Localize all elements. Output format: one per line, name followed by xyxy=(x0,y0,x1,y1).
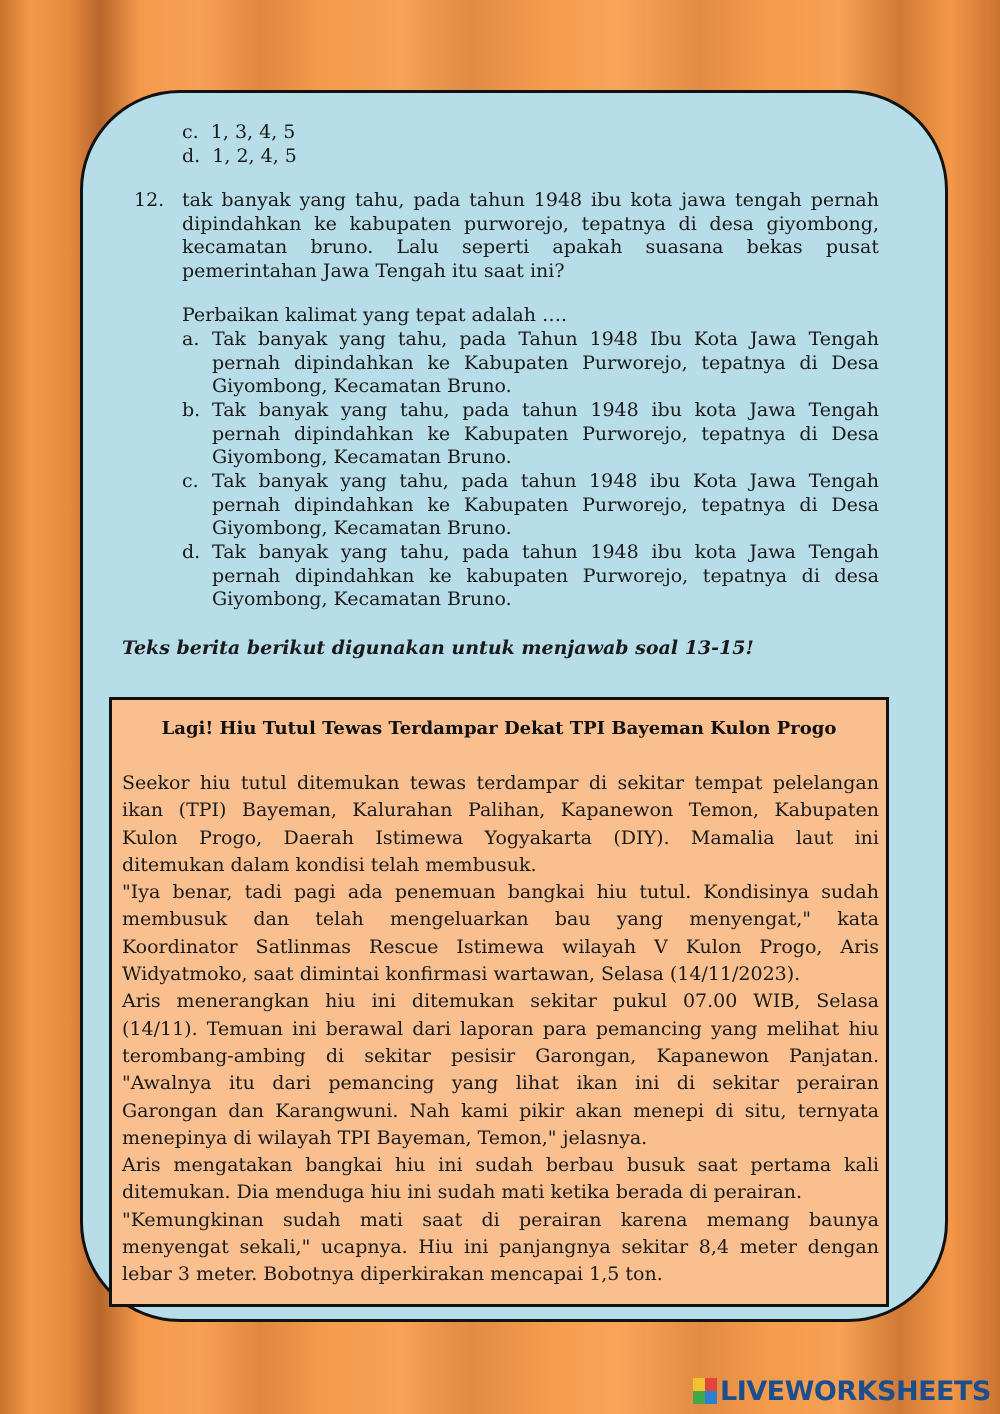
news-line: Widyatmoko, saat dimintai konfirmasi wartawan, Selasa (14/11/2023). xyxy=(122,963,801,986)
news-line: menepinya di wilayah TPI Bayeman, Temon," jelasnya. xyxy=(122,1126,648,1149)
news-line: ditemukan dalam kondisi telah membusuk. xyxy=(122,853,537,876)
option-line: Giyombong, Kecamatan Bruno. xyxy=(212,588,512,611)
option-line: pernah dipindahkan ke Kabupaten Purworejo, tepatnya di Desa xyxy=(212,422,879,445)
logo-text: LIVEWORKSHEETS xyxy=(720,1375,991,1407)
option-line: pernah dipindahkan ke kabupaten Purworejo, tepatnya di desa xyxy=(212,564,879,587)
option-d[interactable] xyxy=(182,541,879,612)
option-c[interactable] xyxy=(182,470,879,541)
option-line: Tak banyak yang tahu, pada tahun 1948 ibu kota Jawa Tengah xyxy=(212,399,879,421)
news-line: ditemukan. Dia menduga hiu ini sudah mati ketika berada di perairan. xyxy=(122,1181,803,1204)
news-line: Garongan dan Karangwuni. Nah kami pikir akan menepi di situ, ternyata xyxy=(122,1099,879,1122)
option-label: b. xyxy=(182,399,201,421)
section-heading: Teks berita berikut digunakan untuk menjawab soal 13-15! xyxy=(122,637,754,659)
news-line: "Iya benar, tadi pagi ada penemuan bangkai hiu tutul. Kondisinya sudah xyxy=(122,881,879,904)
news-line: lebar 3 meter. Bobotnya diperkirakan mencapai 1,5 ton. xyxy=(122,1263,663,1286)
news-line: Seekor hiu tutul ditemukan tewas terdampar di sekitar tempat pelelangan xyxy=(122,772,879,794)
option-b[interactable] xyxy=(182,399,879,470)
option-label: c. xyxy=(182,121,199,143)
news-box xyxy=(109,697,889,1307)
option-line: Tak banyak yang tahu, pada tahun 1948 ibu kota Jawa Tengah xyxy=(212,541,879,563)
news-line: menyengat sekali," ucapnya. Hiu ini panjangnya sekitar 8,4 meter dengan xyxy=(122,1236,879,1259)
option-text: 1, 2, 4, 5 xyxy=(212,145,297,167)
option-line: Tak banyak yang tahu, pada Tahun 1948 Ibu Kota Jawa Tengah xyxy=(212,328,879,350)
news-line: terombang-ambing di sekitar pesisir Garongan, Kapanewon Panjatan. xyxy=(122,1044,879,1067)
news-line: membusuk dan telah mengeluarkan bau yang menyengat," kata xyxy=(122,908,879,931)
question-line: dipindahkan ke kabupaten purworejo, tepatnya di desa giyombong, xyxy=(182,212,879,235)
option-text: 1, 3, 4, 5 xyxy=(210,121,296,143)
prev-option-c xyxy=(182,121,295,145)
question-number: 12. xyxy=(134,189,165,211)
prev-option-d xyxy=(182,145,297,169)
news-title: Lagi! Hiu Tutul Tewas Terdampar Dekat TPI Bayeman Kulon Progo xyxy=(161,718,837,739)
liveworksheets-logo-icon xyxy=(693,1378,717,1404)
option-label: a. xyxy=(182,328,200,350)
news-line: Aris menerangkan hiu ini ditemukan sekitar pukul 07.00 WIB, Selasa xyxy=(122,990,879,1013)
news-line: ikan (TPI) Bayeman, Kalurahan Palihan, Kapanewon Temon, Kabupaten xyxy=(122,799,879,822)
option-a[interactable] xyxy=(182,328,879,399)
news-line: "Awalnya itu dari pemancing yang lihat ikan ini di sekitar perairan xyxy=(122,1072,879,1095)
news-line: Koordinator Satlinmas Rescue Istimewa wilayah V Kulon Progo, Aris xyxy=(122,935,879,958)
news-line: "Kemungkinan sudah mati saat di perairan karena memang baunya xyxy=(122,1208,879,1231)
question-line: tak banyak yang tahu, pada tahun 1948 ibu kota jawa tengah pernah xyxy=(182,189,879,211)
news-body xyxy=(122,770,879,1289)
option-line: Giyombong, Kecamatan Bruno. xyxy=(212,446,512,469)
question-line: kecamatan bruno. Lalu seperti apakah suasana bekas pusat xyxy=(182,236,879,259)
option-label: c. xyxy=(182,470,199,492)
news-line: (14/11). Temuan ini berawal dari laporan para pemancing yang melihat hiu xyxy=(122,1017,879,1040)
option-line: Giyombong, Kecamatan Bruno. xyxy=(212,375,512,398)
option-label: d. xyxy=(182,145,201,167)
option-line: Giyombong, Kecamatan Bruno. xyxy=(212,517,512,540)
question-line: pemerintahan Jawa Tengah itu saat ini? xyxy=(182,259,565,282)
question-text xyxy=(182,189,879,283)
question-instruction: Perbaikan kalimat yang tepat adalah …. xyxy=(182,304,568,326)
liveworksheets-logo[interactable] xyxy=(693,1374,991,1408)
option-label: d. xyxy=(182,541,201,563)
option-line: pernah dipindahkan ke Kabupaten Purworejo, tepatnya di Desa xyxy=(212,493,879,516)
news-line: Aris mengatakan bangkai hiu ini sudah berbau busuk saat pertama kali xyxy=(122,1154,879,1177)
option-line: pernah dipindahkan ke Kabupaten Purworejo, tepatnya di Desa xyxy=(212,351,879,374)
news-line: Kulon Progo, Daerah Istimewa Yogyakarta (DIY). Mamalia laut ini xyxy=(122,826,879,849)
option-line: Tak banyak yang tahu, pada tahun 1948 ibu Kota Jawa Tengah xyxy=(212,470,879,492)
